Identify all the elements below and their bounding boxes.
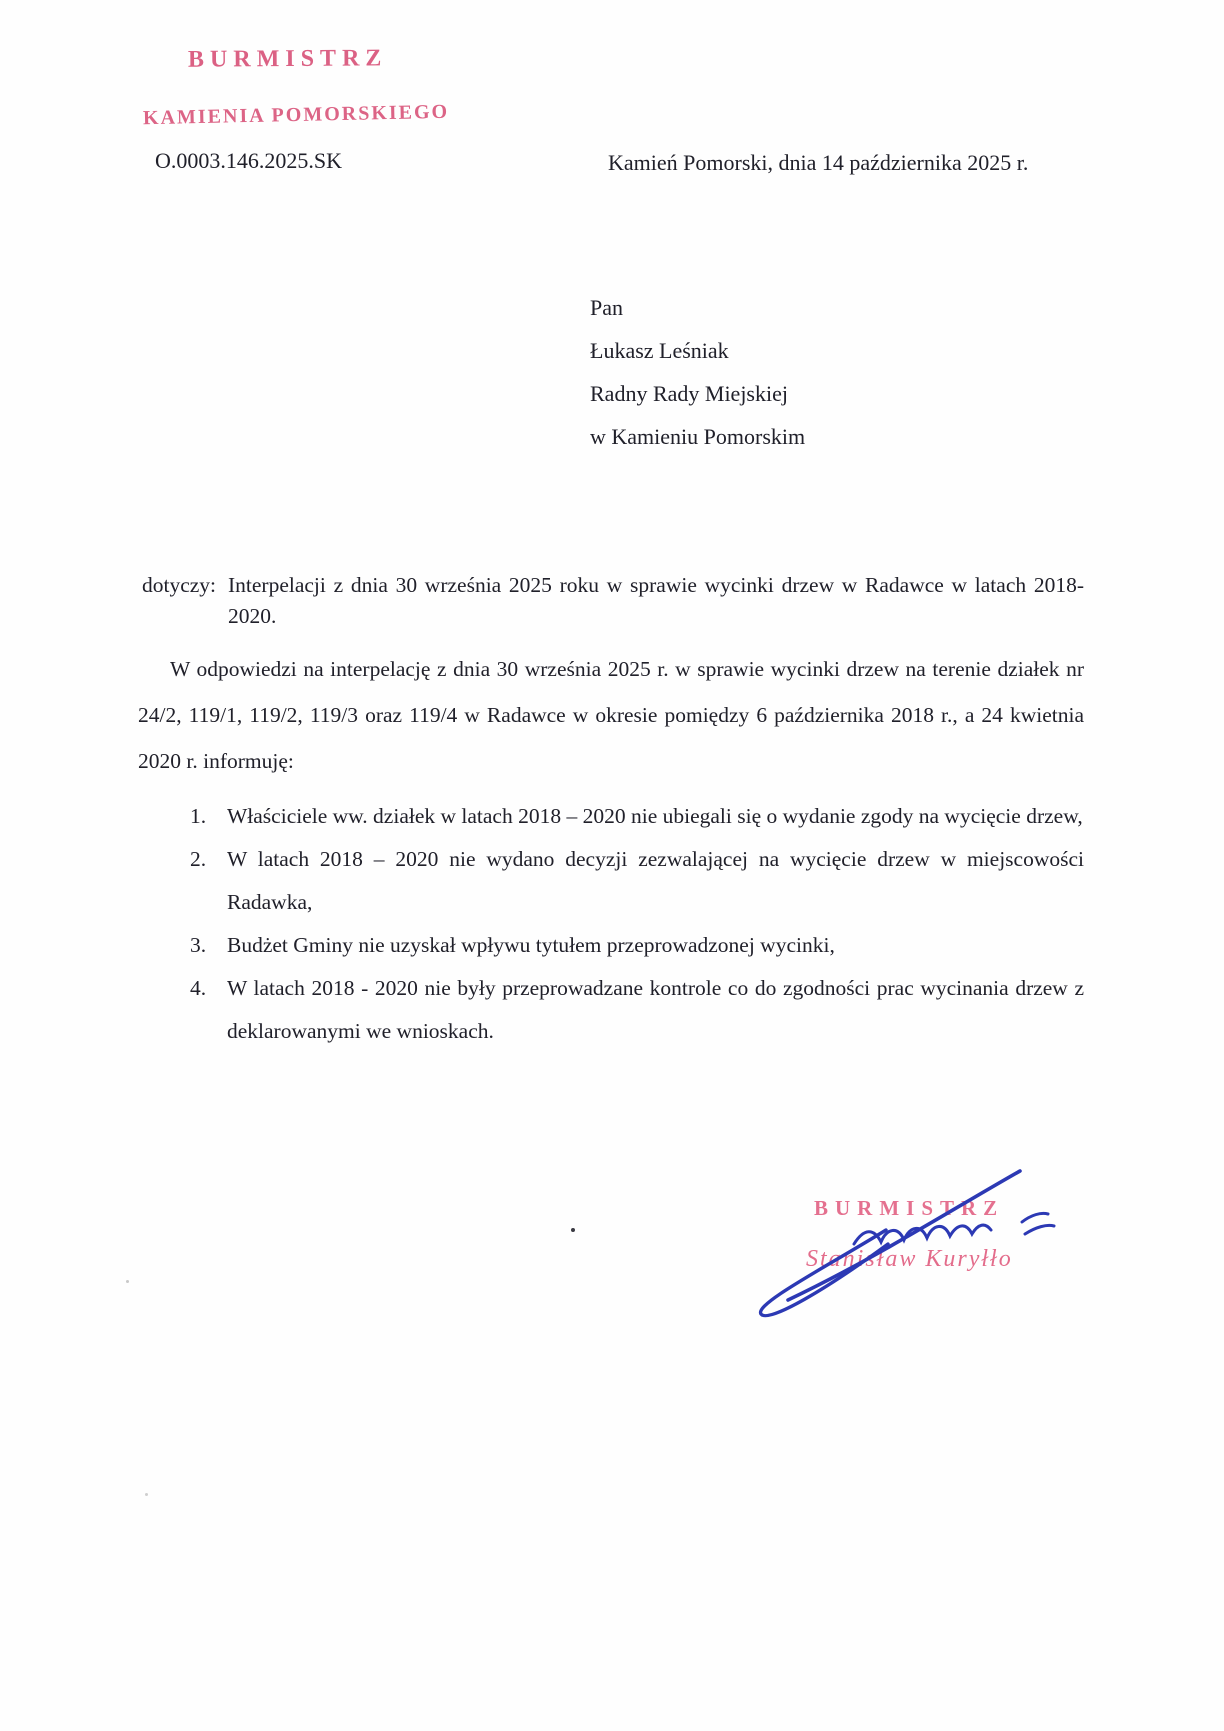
list-item-text: W latach 2018 - 2020 nie były przeprowadzane kontrole co do zgodności prac wycinania drzew z deklarowanymi we wnioskach. <box>227 976 1084 1043</box>
place-and-date: Kamień Pomorski, dnia 14 października 2025 r. <box>608 150 1029 175</box>
list-item-text: Właściciele ww. działek w latach 2018 – 2020 nie ubiegali się o wydanie zgody na wycięcie drzew, <box>227 804 1083 828</box>
handwritten-signature-ink <box>736 1162 1076 1322</box>
reference-number: O.0003.146.2025.SK <box>155 148 343 173</box>
list-item-number: 1. <box>190 804 207 828</box>
list-item-number: 3. <box>190 933 207 957</box>
office-stamp-subtitle: KAMIENIA POMORSKIEGO <box>142 100 450 130</box>
list-item <box>190 924 1084 967</box>
office-stamp-title: BURMISTRZ <box>187 45 388 73</box>
recipient-name: Łukasz Leśniak <box>590 338 729 363</box>
recipient-title: Radny Rady Miejskiej <box>590 381 788 406</box>
subject-label: dotyczy: <box>142 573 217 597</box>
list-item-number: 4. <box>190 976 207 1000</box>
scan-speck <box>145 1493 148 1496</box>
signature-stamp-name: Stanisław Kuryłło <box>806 1246 1013 1272</box>
recipient-block <box>590 286 805 458</box>
list-item <box>190 838 1084 924</box>
scan-dot-artifact <box>571 1228 575 1232</box>
intro-paragraph: W odpowiedzi na interpelację z dnia 30 września 2025 r. w sprawie wycinki drzew na terenie działek nr 24/2, 119/1, 119/2, 119/3 oraz 119/4 w Radawce w okresie pomiędzy 6 października 2018 r., a 24 kwietnia 2020 r. informuję: <box>138 657 1084 773</box>
signature-stamp-title: BURMISTRZ <box>814 1196 1005 1220</box>
scan-speck <box>126 1280 129 1283</box>
list-item-text: W latach 2018 – 2020 nie wydano decyzji zezwalającej na wycięcie drzew w miejscowości Radawka, <box>227 847 1084 914</box>
list-item <box>190 967 1084 1053</box>
subject-line <box>142 570 1084 632</box>
recipient-location: w Kamieniu Pomorskim <box>590 424 806 449</box>
recipient-salutation: Pan <box>590 295 623 320</box>
list-item <box>190 795 1084 838</box>
list-item-number: 2. <box>190 847 207 871</box>
subject-text: Interpelacji z dnia 30 września 2025 roku w sprawie wycinki drzew w Radawce w latach 2018-2020. <box>228 573 1084 628</box>
list-item-text: Budżet Gminy nie uzyskał wpływu tytułem przeprowadzonej wycinki, <box>227 933 835 957</box>
answer-list <box>190 795 1084 1053</box>
